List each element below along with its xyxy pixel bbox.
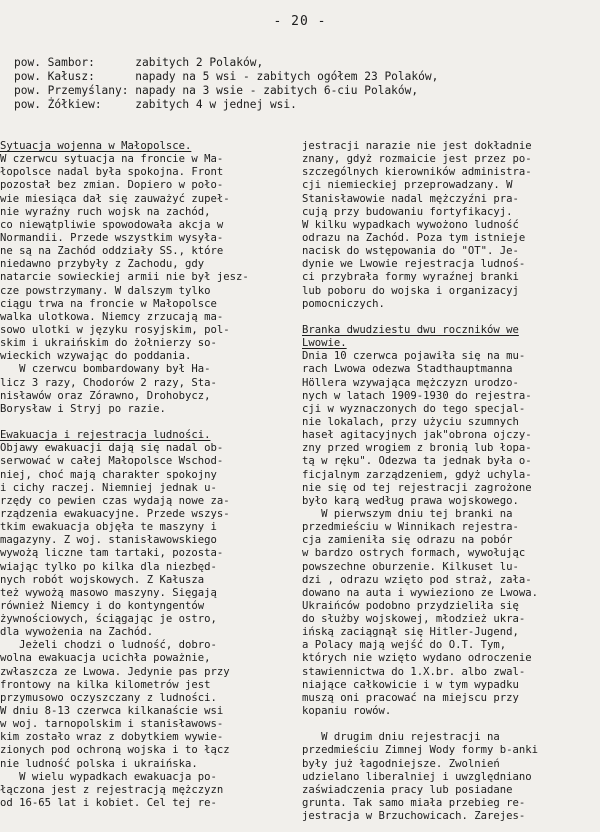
casualty-line: pow. Żółkiew: zabitych 4 w jednej wsi. [14,98,297,111]
paragraph-gap [302,311,598,324]
text-line: wiając tylko po kilka dla niezbęd- [0,560,217,573]
text-line: licz 3 razy, Chodorów 2 razy, Sta- [0,376,217,389]
text-line: W dniu 8-13 czerwca kilkanaście wsi [0,705,224,718]
text-line: Dnia 10 czerwca pojawiła się na mu- [302,350,526,363]
text-line: skim i ukraińskim do żołnierzy so- [0,337,217,350]
text-line: W czerwcu bombardowany był Ha- [0,363,211,376]
paragraph-gap [302,718,598,731]
text-line: tkim ewakuacja objęła te maszyny i [0,521,217,534]
text-line: zny przed wrogiem z bronią lub łopa- [302,442,532,455]
text-line: ficjalnym zarządzeniem, gdyż uchyla- [302,468,532,481]
text-line: nych robót wojskowych. Z Kałusza [0,573,205,586]
text-line: jestracji narazie nie jest dokładnie [302,140,532,152]
text-line: haseł agitacyjnych jak"obrona ojczy- [302,429,532,442]
text-line: cji w wyznaczonych do tego specjal- [302,402,526,415]
casualty-line: pow. Kałusz: napady na 5 wsi - zabitych ogółem 23 Polaków, [14,70,439,83]
text-line: a Polacy mają wejść do O.T. Tym, [302,639,507,652]
text-line: przedmieściu Zimnej Wody formy b-anki [302,744,538,757]
text-line: w woj. tarnopolskim i stanisławows- [0,718,224,731]
text-line: nie wyraźny ruch wojsk na zachód, [0,205,211,218]
text-line: cja zamieniła się odrazu na pobór [302,534,513,547]
text-line: nie się od tej rejestracji zagrożone [302,481,532,494]
text-line: których nie wzięto wydano odroczenie [302,652,532,665]
text-line: odrazu na Zachód. Poza tym istnieje [302,231,526,244]
casualty-list [14,56,586,112]
section-heading: Ewakuacja i rejestracja ludności. [0,429,211,442]
text-line: dowano na auta i wywieziono ze Lwowa. [302,586,538,599]
text-line: zaświadczenia pracy lub posiadane [302,783,513,796]
text-line: wieckich wzywając do poddania. [0,350,192,363]
text-line: zionych pod ochroną wojska i to łącz [0,744,230,757]
text-line: Ukraińców podobno przydzieliła się [302,599,519,612]
section-heading: Sytuacja wojenna w Małopolsce. [0,140,192,152]
paragraph-gap [0,416,296,429]
casualty-line: pow. Przemyślany: napady na 3 wsie - zabitych 6-ciu Polaków, [14,84,419,97]
text-line: natarcie sowieckiej armii nie był jesz- [0,271,249,284]
text-line: dla wywożenia na Zachód. [0,626,154,639]
text-line: grunta. Tak samo miała przebieg re- [302,797,526,810]
text-line: żywnościowych, ściągając je ostro, [0,613,217,626]
text-line: wie miesiąca dał się zauważyć zupeł- [0,192,230,205]
text-line: do służby wojskowej, młodzież ukra- [302,613,526,626]
text-line: powszechne oburzenie. Kilkuset lu- [302,560,519,573]
text-line: dynie we Lwowie rejestracja ludnoś- [302,258,526,271]
text-line: nie lokalach, przy użyciu szumnych [302,415,519,428]
text-line: co niewątpliwie spowodowała akcja w [0,218,224,231]
section-heading: Branka dwudziestu dwu roczników we [302,323,519,336]
text-line: znany, gdyż rozmaicie jest przez po- [302,153,532,166]
text-line: magazyny. Z woj. stanisławowskiego [0,534,217,547]
text-line: Höllera wzywająca mężczyzn urodzo- [302,376,519,389]
text-line: niej, choć mają charakter spokojny [0,468,217,481]
text-line: dzi , odrazu wzięto pod straż, zała- [302,573,532,586]
text-line: Stanisławowie nadal mężczyźni pra- [302,192,519,205]
text-line: walka ulotkowa. Niemcy zrzucają ma- [0,310,224,323]
text-line: i cichy raczej. Niemniej jednak u- [0,481,217,494]
text-line: w bardzo ostrych formach, wywołując [302,547,526,560]
text-line: tą w ręku". Odezwa ta jednak była o- [302,455,532,468]
text-line: W drugim dniu rejestracji na [302,731,500,744]
text-line: nie ludność polska i ukraińska. [0,757,198,770]
text-line: rzędy co pewien czas wydają nowe za- [0,494,230,507]
text-line: muszą oni pracować na miejscu przy [302,691,519,704]
page-number: - 20 - [273,14,327,29]
text-line: łopolsce nadal była spokojna. Front [0,166,224,179]
text-line: Borysław i Stryj po razie. [0,402,166,415]
text-line: nacisk do wstępowania do "OT". Je- [302,245,519,258]
section-heading: Lwowie. [302,337,347,350]
text-line: W kilku wypadkach wywożono ludność [302,218,519,231]
text-line: ińską zaciągnął się Hitler-Jugend, [302,626,519,639]
text-line: stawiennictwa do 1.X.br. albo zwal- [302,665,526,678]
text-line: też wywożą masowo maszyny. Sięgają [0,586,217,599]
text-line: przymusowo oczyszczany z ludności. [0,691,217,704]
text-line: frontowy na kilka kilometrów jest [0,678,211,691]
text-line: było karą według prawa wojskowego. [302,494,519,507]
text-line: były już łagodniejsze. Zwolnień [302,757,500,770]
text-line: W czerwcu sytuacja na froncie w Ma- [0,153,224,166]
text-line: ci przybrała formy wyraźnej branki [302,271,519,284]
text-line: łączona jest z rejestracją mężczyzn [0,783,224,796]
text-line: W pierwszym dniu tej branki na [302,507,513,520]
text-line: kim zostało wraz z dobytkiem wywie- [0,731,224,744]
text-line: jestracja w Brzuchowicach. Zarejes- [302,810,526,823]
text-line: przedmieściu w Winnikach rejestra- [302,521,519,534]
text-line: rach Lwowa odezwa Stadthauptmanna [302,363,513,376]
text-line: szczególnych kierowników administra- [302,166,532,179]
text-line: zwłaszcza ze Lwowa. Jedynie pas przy [0,665,230,678]
text-line: nych w latach 1909-1930 do rejestra- [302,389,532,402]
text-line: od 16-65 lat i kobiet. Cel tej re- [0,797,217,810]
text-line: udzielano liberalniej i uwzględniano [302,770,532,783]
text-line: pomocniczych. [302,297,385,310]
text-line: Objawy ewakuacji dają się nadal ob- [0,442,224,455]
text-line: ciągu trwa na froncie w Małopolsce [0,297,217,310]
text-line: cze powstrzymany. W dalszym tylko [0,284,211,297]
text-line: cują przy budowaniu fortyfikacyj. [302,205,513,218]
text-line: W wielu wypadkach ewakuacja po- [0,770,217,783]
text-line: lub poboru do wojska i organizacyj [302,284,519,297]
text-line: Jeżeli chodzi o ludność, dobro- [0,639,217,652]
text-line: kopaniu rowów. [302,705,392,718]
text-line: sowo ulotki w języku rosyjskim, pol- [0,323,230,336]
text-line: serwować w całej Małopolsce Wschod- [0,455,224,468]
left-column [0,140,296,810]
text-line: pozostał bez zmian. Dopiero w poło- [0,179,224,192]
text-line: ne są na Zachód oddziały SS., które [0,245,224,258]
text-line: rządzenia ewakuacyjne. Przede wszys- [0,507,230,520]
text-line: wywożą liczne tam tartaki, pozosta- [0,547,224,560]
casualty-line: pow. Sambor: zabitych 2 Polaków, [14,56,264,69]
text-line: cji niemieckiej przeprowadzany. W [302,179,513,192]
text-line: niające całkowicie i w tym wypadku [302,678,519,691]
text-line: niedawno przybyły z Zachodu, gdy [0,258,205,271]
text-line: wolna ewakuacja ucichła poważnie, [0,652,211,665]
text-line: nisławów oraz Zórawno, Drohobycz, [0,389,211,402]
text-line: również Niemcy i do kontyngentów [0,599,205,612]
right-column [302,140,598,823]
text-line: Normandii. Przede wszystkim wysyła- [0,231,224,244]
